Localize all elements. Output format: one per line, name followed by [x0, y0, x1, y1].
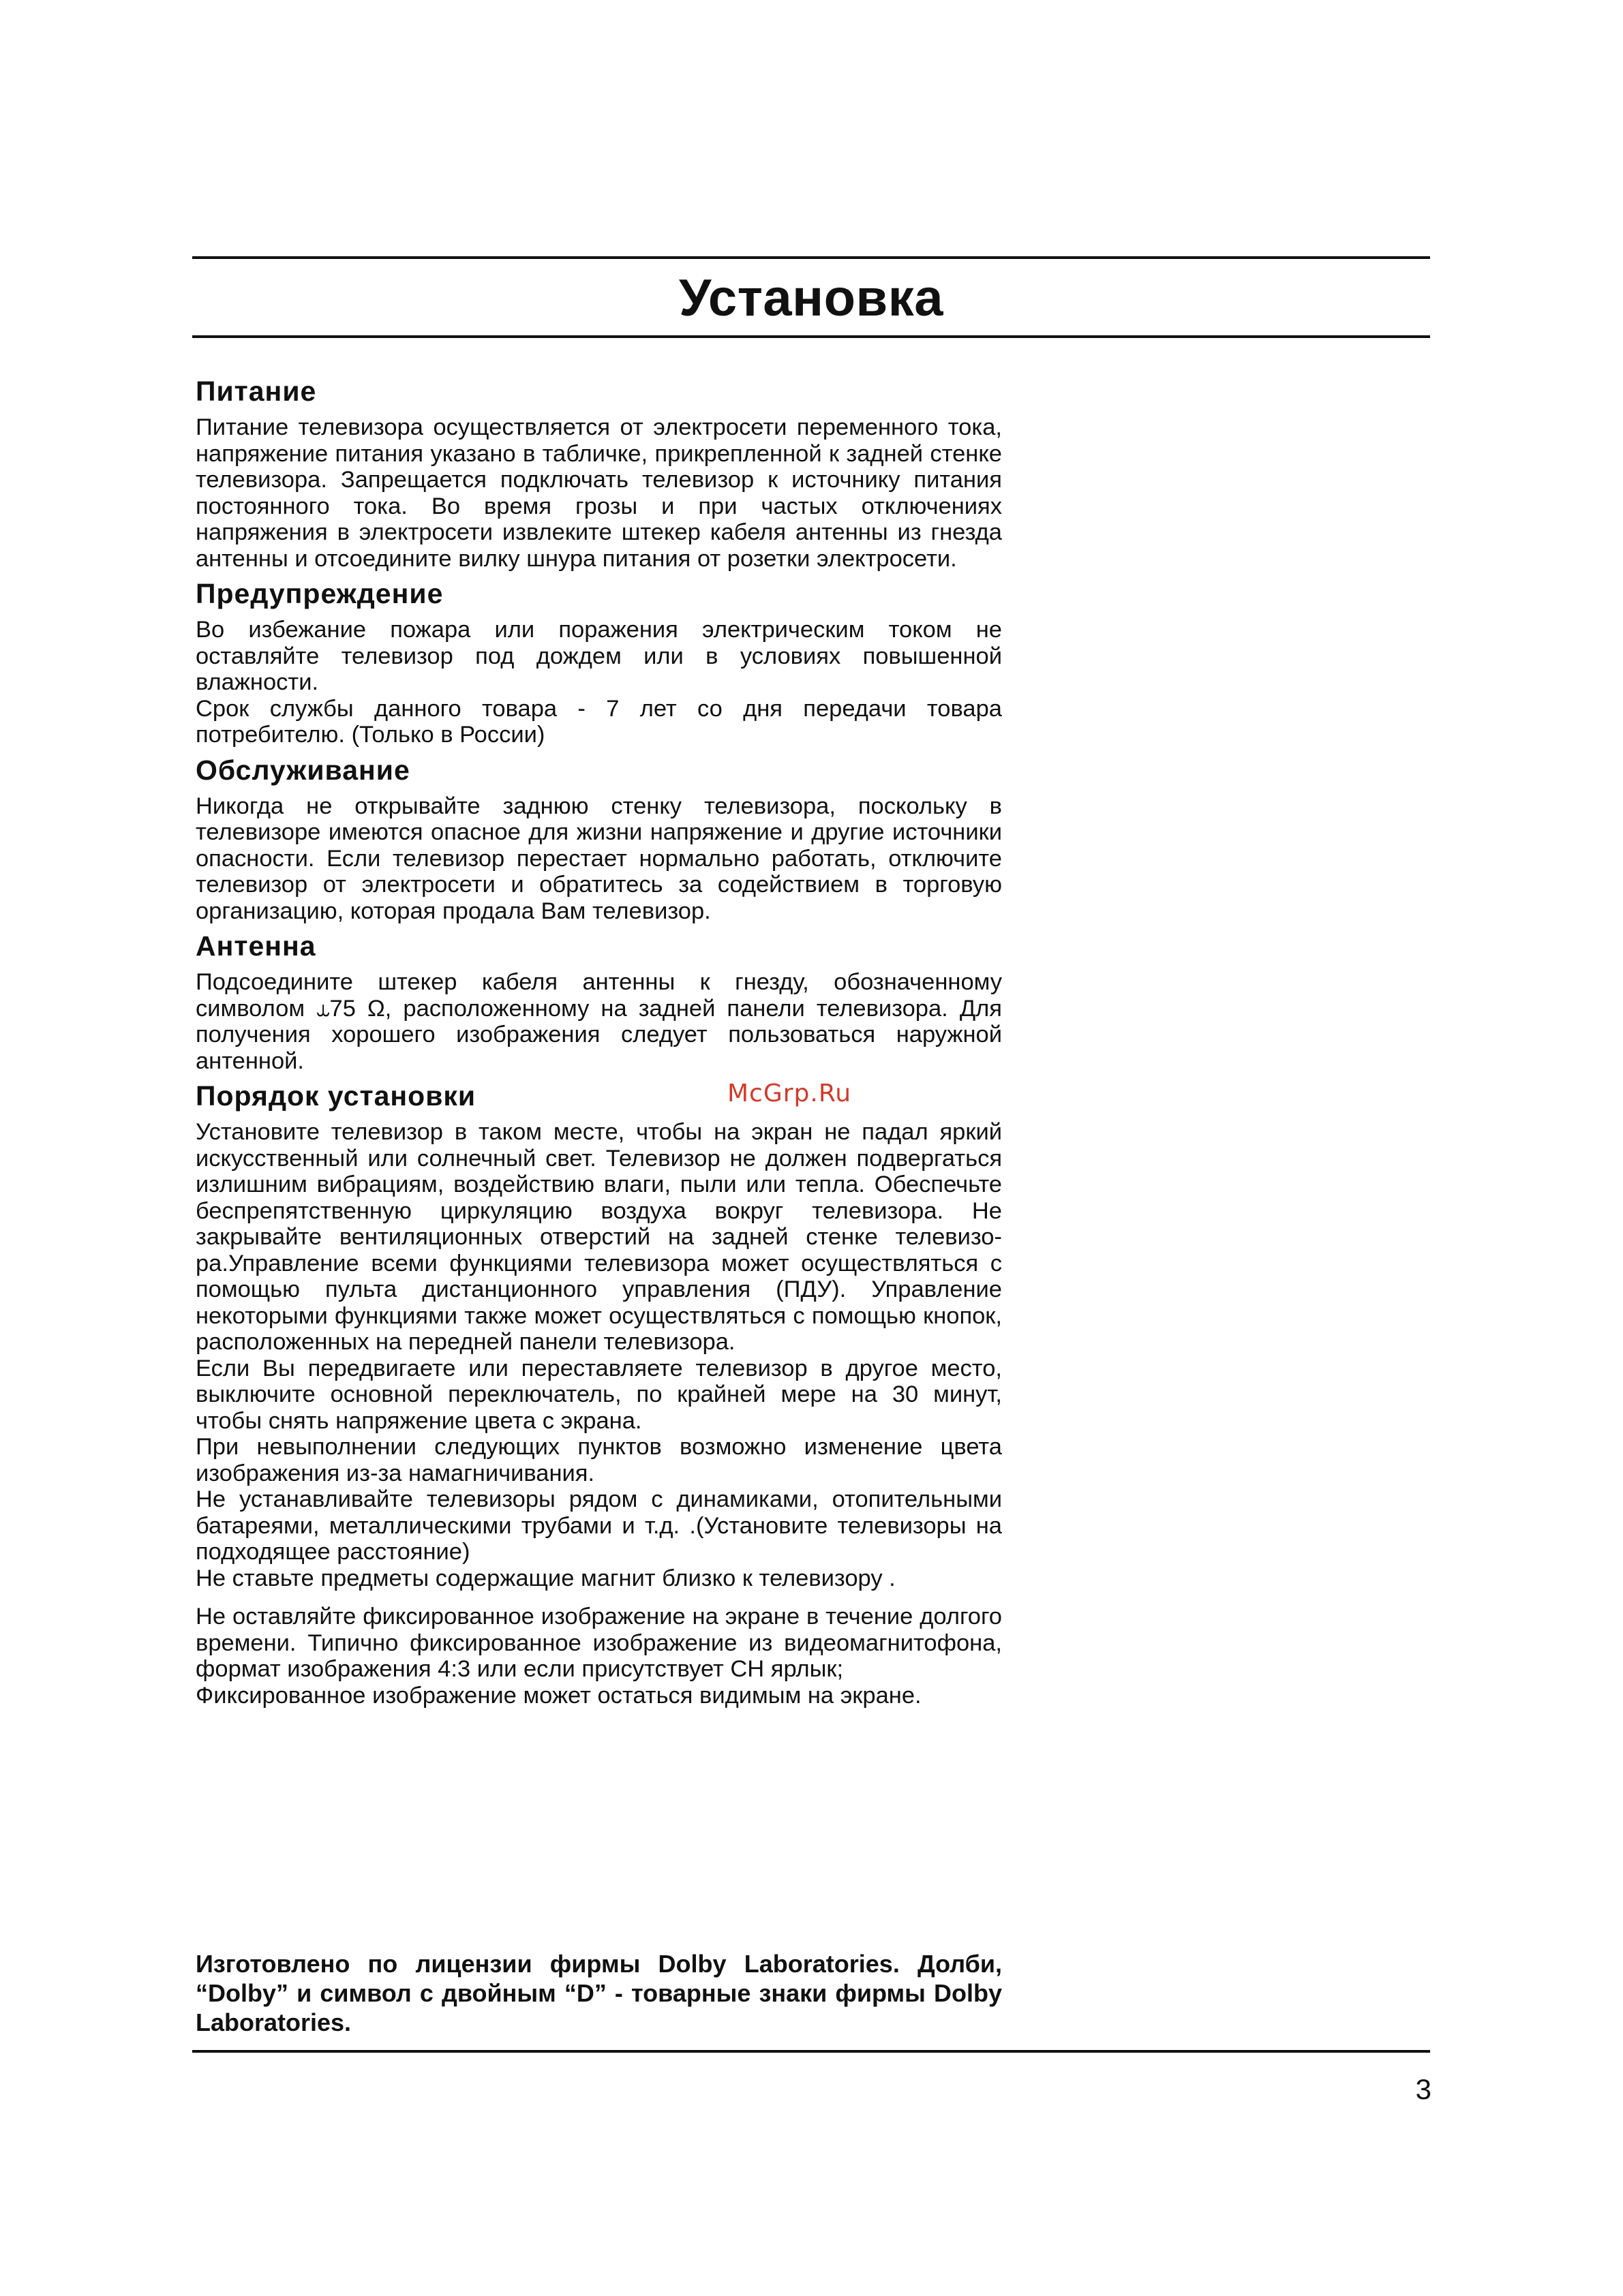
main-content — [196, 373, 1002, 1709]
section-heading: Антенна — [196, 930, 316, 962]
paragraph: Установите телевизор в таком месте, чтобы на экран не падал яркий искусственный или солнечный свет. Телевизор не должен подвергаться излишним вибрациям, воздействию влаги, пыли или тепла. Обеспечьте беспрепятственную циркуляцию воздуха вокруг телевизора. Не закрывайте вентиляционных отверстий на задней стенке телевизо-ра.Управление всеми функциями телевизора может осуществляться с помощью пульта дистанционного управления (ПДУ). Управление некоторыми функциями также может осуществляться с помощью кнопок, расположенных на передней панели телевизора. — [196, 1119, 1002, 1355]
section-power — [196, 373, 1002, 572]
paragraph: Если Вы передвигаете или переставляете телевизор в другое место, выключите основной переключатель, по крайней мере на 30 минут, чтобы снять напряжение цвета с экрана. — [196, 1355, 1002, 1434]
section-installation — [196, 1078, 1002, 1709]
section-service — [196, 752, 1002, 925]
paragraph: Не ставьте предметы содержащие магнит близко к телевизору . — [196, 1565, 896, 1591]
license-notice: Изготовлено по лицензии фирмы Dolby Laboratories. Долби, “Dolby” и символ с двойным “D” - товарные знаки фирмы Dolby Laboratories. — [196, 1950, 1002, 2036]
section-heading: Порядок установки — [196, 1080, 476, 1112]
section-warning — [196, 576, 1002, 748]
page-title: Установка — [678, 269, 944, 327]
paragraph: Фиксированное изображение может остаться видимым на экране. — [196, 1682, 922, 1709]
top-rule — [192, 256, 1430, 259]
section-antenna — [196, 928, 1002, 1074]
section-heading: Предупреждение — [196, 578, 444, 609]
section-heading-row — [196, 1078, 1002, 1114]
page-number: 3 — [1415, 2073, 1431, 2105]
paragraph: Подсоедините штекер кабеля антенны к гнезду, обозначенному символом ⥿75 Ω, расположенному на задней панели телевизора. Для получения хорошего изображения следует пользоваться наружной антенной. — [196, 969, 1002, 1074]
watermark-label: McGrp.Ru — [727, 1080, 852, 1107]
section-heading: Питание — [196, 376, 317, 407]
paragraph: Питание телевизора осуществляется от электросети переменного тока, напряжение питания указано в табличке, прикрепленной к задней стенке телевизора. Запрещается подключать телевизор к источнику питания постоянного тока. Во время грозы и при частых отключениях напряжения в электросети извлеките штекер кабеля антенны из гнезда антенны и отсоедините вилку шнура питания от розетки электросети. — [196, 414, 1002, 572]
section-heading: Обслуживание — [196, 754, 410, 786]
paragraph: Не устанавливайте телевизоры рядом с динамиками, отопительными батареями, металлическими трубами и т.д. .(Установите телевизоры на подходящее расстояние) — [196, 1486, 1002, 1565]
paragraph: Не оставляйте фиксированное изображение на экране в течение долгого времени. Типично фиксированное изображение из видеомагнитофона, формат изображения 4:3 или если присутствует CH ярлык; — [196, 1604, 1002, 1682]
title-underline-rule — [192, 335, 1430, 338]
paragraph: Никогда не открывайте заднюю стенку телевизора, поскольку в телевизоре имеются опасное для жизни напряжение и другие источники опасности. Если телевизор перестает нормально работать, отключите телевизор от электросети и обратитесь за содействием в торговую организацию, которая продала Вам телевизор. — [196, 793, 1002, 924]
bottom-rule — [192, 2050, 1430, 2053]
paragraph: При невыполнении следующих пунктов возможно изменение цвета изображения из-за намагничивания. — [196, 1434, 1002, 1486]
paragraph: Срок службы данного товара - 7 лет со дня передачи товара потребителю. (Только в России) — [196, 695, 1002, 748]
paragraph: Во избежание пожара или поражения электрическим током не оставляйте телевизор под дождем или в условиях повышенной влажности. — [196, 617, 1002, 695]
